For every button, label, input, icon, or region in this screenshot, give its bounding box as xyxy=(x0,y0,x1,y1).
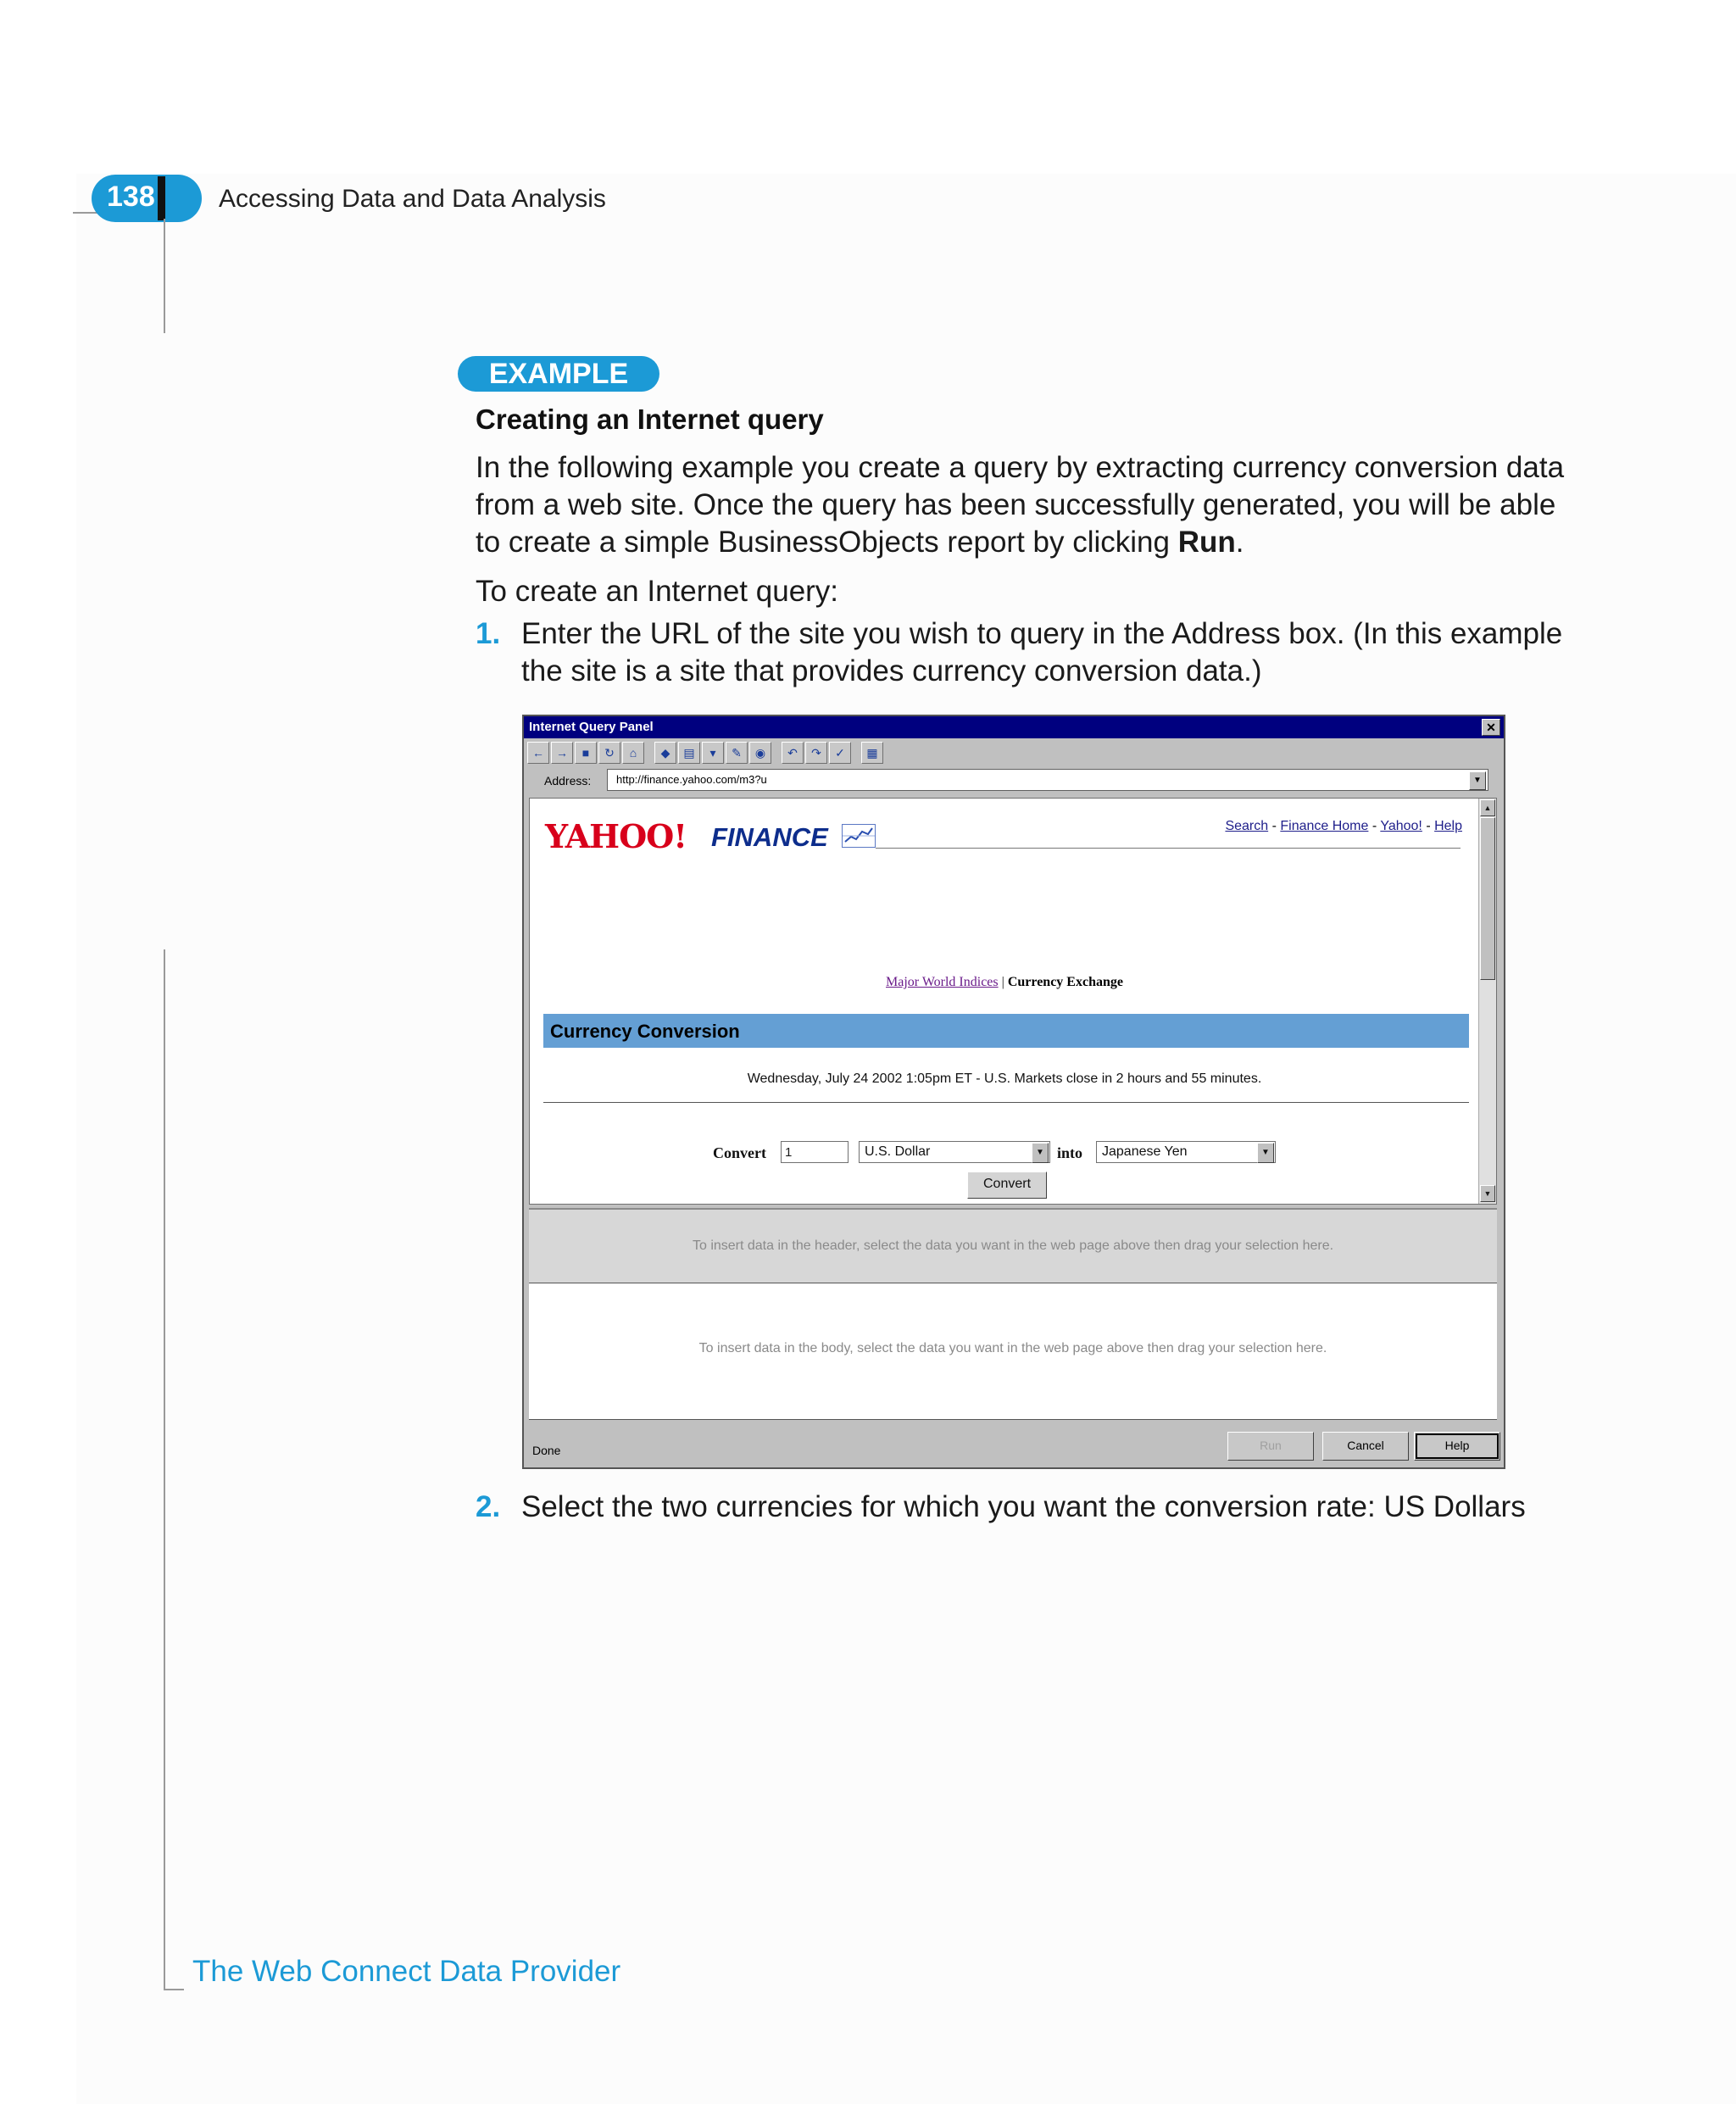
to-currency-value: Japanese Yen xyxy=(1102,1144,1188,1159)
finance-home-link[interactable]: Finance Home xyxy=(1280,819,1369,833)
amount-input[interactable]: 1 xyxy=(781,1141,849,1163)
chevron-down-icon[interactable]: ▼ xyxy=(1469,771,1486,790)
refresh-icon[interactable]: ↻ xyxy=(598,742,620,764)
chevron-down-icon[interactable]: ▼ xyxy=(1032,1143,1049,1163)
header-divider xyxy=(876,848,1461,849)
scroll-down-icon[interactable]: ▼ xyxy=(1480,1185,1495,1202)
margin-line xyxy=(164,949,165,1990)
section-separator: | xyxy=(998,975,1008,989)
scroll-up-icon[interactable]: ▲ xyxy=(1480,799,1495,816)
stop-icon[interactable]: ■ xyxy=(575,742,597,764)
globe-icon[interactable]: ◉ xyxy=(749,742,771,764)
run-button[interactable]: Run xyxy=(1227,1432,1314,1461)
home-icon[interactable]: ⌂ xyxy=(622,742,644,764)
step-number: 2. xyxy=(476,1490,501,1523)
body-drop-hint: To insert data in the body, select the data you want in the web page above then drag your selection here. xyxy=(698,1341,1327,1355)
finance-logo[interactable]: FINANCE xyxy=(711,822,828,852)
header-drop-zone[interactable] xyxy=(529,1208,1497,1283)
margin-line-foot xyxy=(164,1989,184,1990)
procedure-lead: To create an Internet query: xyxy=(476,575,839,608)
undo-icon[interactable]: ↶ xyxy=(782,742,804,764)
convert-form xyxy=(530,1141,1479,1166)
footer-section-title: The Web Connect Data Provider xyxy=(192,1955,621,1988)
header-drop-hint: To insert data in the header, select the data you want in the web page above then drag your selection here. xyxy=(692,1238,1334,1253)
link-separator: - xyxy=(1368,819,1381,833)
status-text: Done xyxy=(532,1444,561,1457)
intro-text-end: . xyxy=(1235,526,1244,559)
from-currency-select[interactable] xyxy=(859,1141,1050,1163)
properties-icon[interactable]: ▦ xyxy=(861,742,883,764)
cancel-button[interactable]: Cancel xyxy=(1322,1432,1409,1461)
vertical-scrollbar[interactable] xyxy=(1478,799,1496,1204)
into-label: into xyxy=(1057,1144,1083,1161)
disk-icon[interactable]: ▤ xyxy=(678,742,700,764)
divider xyxy=(543,1102,1469,1103)
select-data-icon[interactable]: ◆ xyxy=(654,742,676,764)
link-separator: - xyxy=(1268,819,1281,833)
link-separator: - xyxy=(1422,819,1435,833)
section-nav xyxy=(530,975,1479,990)
currency-conversion-bar xyxy=(543,1014,1469,1048)
scroll-thumb[interactable] xyxy=(1480,817,1495,980)
dialog-title: Internet Query Panel xyxy=(529,720,654,734)
convert-label: Convert xyxy=(713,1144,766,1161)
chevron-down-icon[interactable]: ▼ xyxy=(1257,1143,1274,1163)
dialog-titlebar xyxy=(524,716,1504,738)
filter-icon[interactable]: ▾ xyxy=(702,742,724,764)
intro-paragraph xyxy=(476,449,1577,561)
major-world-indices-link[interactable]: Major World Indices xyxy=(886,975,999,989)
currency-exchange-current: Currency Exchange xyxy=(1007,975,1123,989)
tag-icon[interactable]: ✎ xyxy=(726,742,748,764)
intro-text: In the following example you create a query by extracting currency conversion data from a web site. Once the query has been successfully generated, you will be able to create a simple BusinessObjects report by clicking xyxy=(476,451,1565,559)
market-datetime: Wednesday, July 24 2002 1:05pm ET - U.S. Markets close in 2 hours and 55 minutes. xyxy=(747,1071,1262,1086)
body-drop-zone[interactable] xyxy=(529,1283,1497,1420)
step-text: Enter the URL of the site you wish to query in the Address box. (In this example the site is a site that provides currency conversion data.) xyxy=(521,617,1563,687)
running-head: Accessing Data and Data Analysis xyxy=(219,185,606,213)
example-badge: EXAMPLE xyxy=(458,356,659,392)
from-currency-value: U.S. Dollar xyxy=(865,1144,931,1159)
back-icon[interactable]: ← xyxy=(527,742,549,764)
finance-chart-icon xyxy=(842,824,876,848)
margin-line xyxy=(164,219,165,333)
top-nav-links xyxy=(1225,819,1462,834)
close-button[interactable]: ✕ xyxy=(1482,719,1500,736)
step-number: 1. xyxy=(476,617,501,650)
page-number: 138 xyxy=(107,181,155,213)
step-text: Select the two currencies for which you want the conversion rate: US Dollars xyxy=(521,1490,1526,1523)
address-label: Address: xyxy=(544,774,592,788)
convert-button[interactable]: Convert xyxy=(967,1172,1047,1199)
example-subhead: Creating an Internet query xyxy=(476,404,824,435)
internet-query-panel xyxy=(522,715,1505,1469)
yahoo-link[interactable]: Yahoo! xyxy=(1380,819,1422,833)
intro-run-keyword: Run xyxy=(1177,526,1236,559)
page-number-bar xyxy=(158,176,165,220)
address-value: http://finance.yahoo.com/m3?u xyxy=(616,773,767,786)
web-page-view[interactable] xyxy=(529,798,1497,1205)
search-link[interactable]: Search xyxy=(1225,819,1269,833)
help-button[interactable]: Help xyxy=(1414,1432,1500,1461)
check-icon[interactable]: ✓ xyxy=(829,742,851,764)
to-currency-select[interactable] xyxy=(1096,1141,1276,1163)
redo-icon[interactable]: ↷ xyxy=(805,742,827,764)
currency-conversion-title: Currency Conversion xyxy=(550,1021,740,1042)
help-link[interactable]: Help xyxy=(1434,819,1462,833)
address-input[interactable] xyxy=(607,769,1488,791)
forward-icon[interactable]: → xyxy=(551,742,573,764)
yahoo-logo[interactable]: YAHOO! xyxy=(545,817,687,855)
